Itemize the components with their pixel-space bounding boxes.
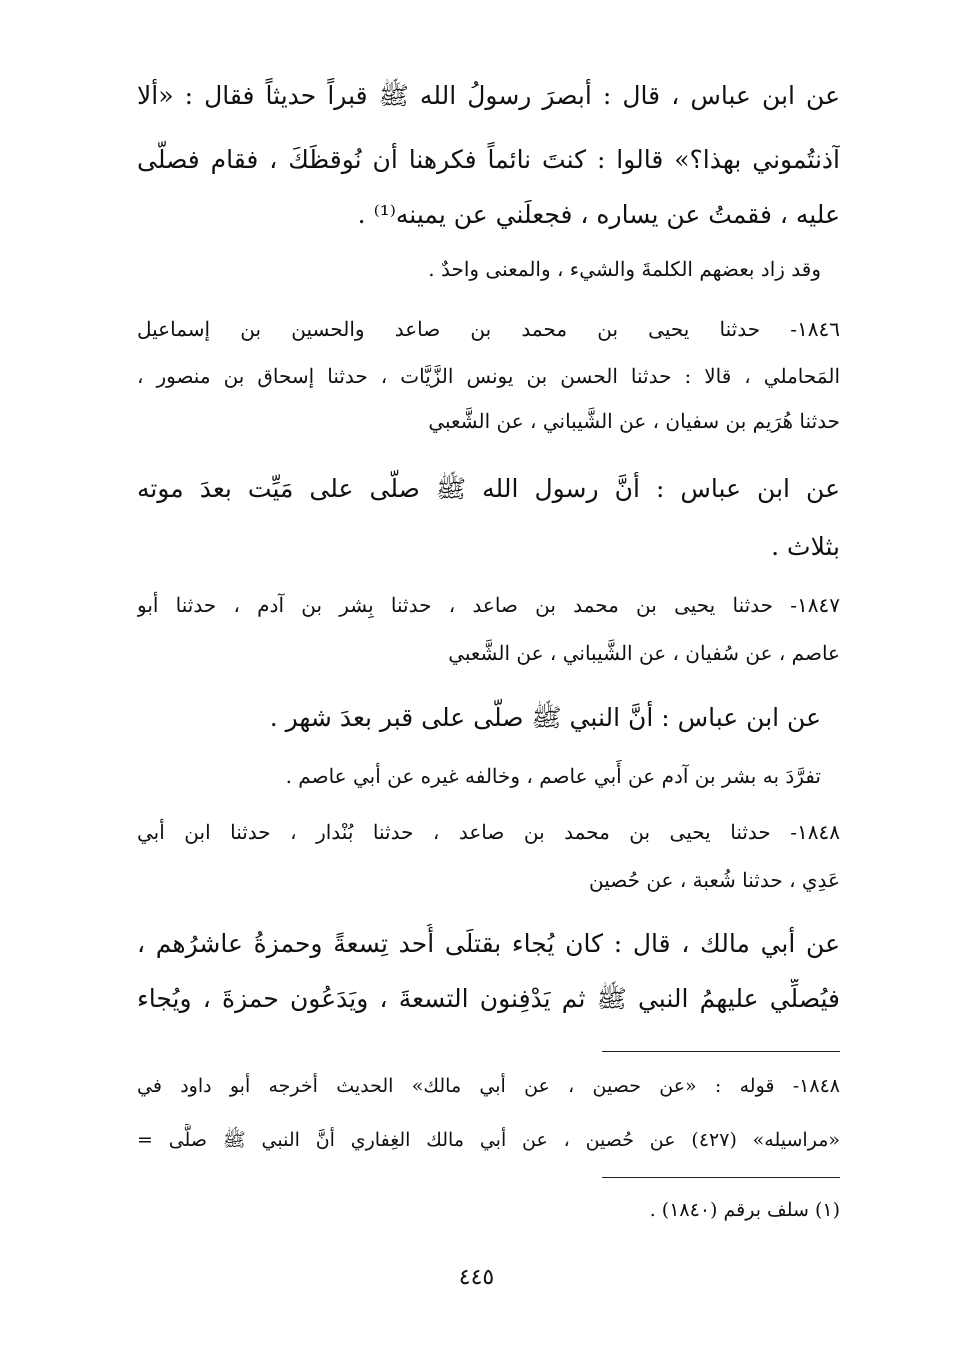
footnote-line: «مراسيله» (٤٢٧) عن حُصين ، عن أبي مالك الغِفاري أنَّ النبي ﷺ صلَّى = (137, 1129, 840, 1151)
isnad-line: ١٨٤٦- حدثنا يحيى بن محمد بن صاعد والحسين بن إسماعيل (137, 317, 840, 341)
isnad-line: عَدِي ، حدثنا شُعبة ، عن حُصين (589, 868, 840, 892)
page-number: ٤٤٥ (458, 1265, 495, 1290)
isnad-line: ١٨٤٨- حدثنا يحيى بن محمد بن صاعد ، حدثنا بُنْدار ، حدثنا ابن أبي (137, 820, 840, 844)
isnad-line: ١٨٤٧- حدثنا يحيى بن محمد بن صاعد ، حدثنا بِشر بن آدم ، حدثنا أبو (137, 593, 840, 617)
commentary-line: وقد زاد بعضهم الكلمةَ والشيء ، والمعنى واحدٌ . (428, 257, 821, 281)
commentary-line: تفرَّدَ به بشر بن آدم عن أَبي عاصم ، وخالفه غيره عن أبي عاصم . (285, 764, 821, 788)
matn-line: عن أبي مالك ، قال : كان يُجاء بقتلَى أُحد تِسعةً وحمزةُ عاشرُهم ، (137, 929, 840, 958)
text-line: آذنتُموني بهذا؟» قالوا : كنتَ نائماً فكرهنا أن نُوقظَكَ ، فقام فصلَّى (137, 145, 840, 174)
matn-line: عن ابن عباس : أنَّ النبي ﷺ صلَّى على قبر بعدَ شهر . (269, 703, 821, 732)
footnote-line: ١٨٤٨- قوله : «عن حصين ، عن أبي مالك» الحديث أخرجه أبو داود في (137, 1075, 840, 1097)
footnote-separator (602, 1177, 840, 1178)
isnad-line: عاصم ، عن سُفيان ، عن الشَّيباني ، عن الشَّعبي (448, 641, 840, 665)
footnote-separator (602, 1051, 840, 1052)
text-line: عليه ، فقمتُ عن يساره ، فجعلَني عن يمينه⁽¹⁾ . (357, 200, 840, 229)
text-line: عن ابن عباس ، قال : أبصرَ رسولُ الله ﷺ قبراً حديثاً فقال : «ألا (137, 81, 840, 110)
matn-line: بثلاث . (771, 532, 840, 561)
footnote-line: (١) سلف برقم (١٨٤٠) . (649, 1199, 840, 1221)
matn-line: فيُصلِّي عليهمُ النبي ﷺ ثم يَدْفِنون التسعةَ ، ويَدَعُون حمزةَ ، ويُجاء (137, 984, 840, 1013)
isnad-line: المَحاملي ، قالا : حدثنا الحسن بن يونس الزَّيَّات ، حدثنا إسحاق بن منصور ، (137, 364, 840, 388)
matn-line: عن ابن عباس : أنَّ رسول الله ﷺ صلَّى على مَيِّت بعدَ موته (137, 474, 840, 503)
isnad-line: حدثنا هُرَيم بن سفيان ، عن الشَّيباني ، عن الشَّعبي (428, 409, 840, 433)
